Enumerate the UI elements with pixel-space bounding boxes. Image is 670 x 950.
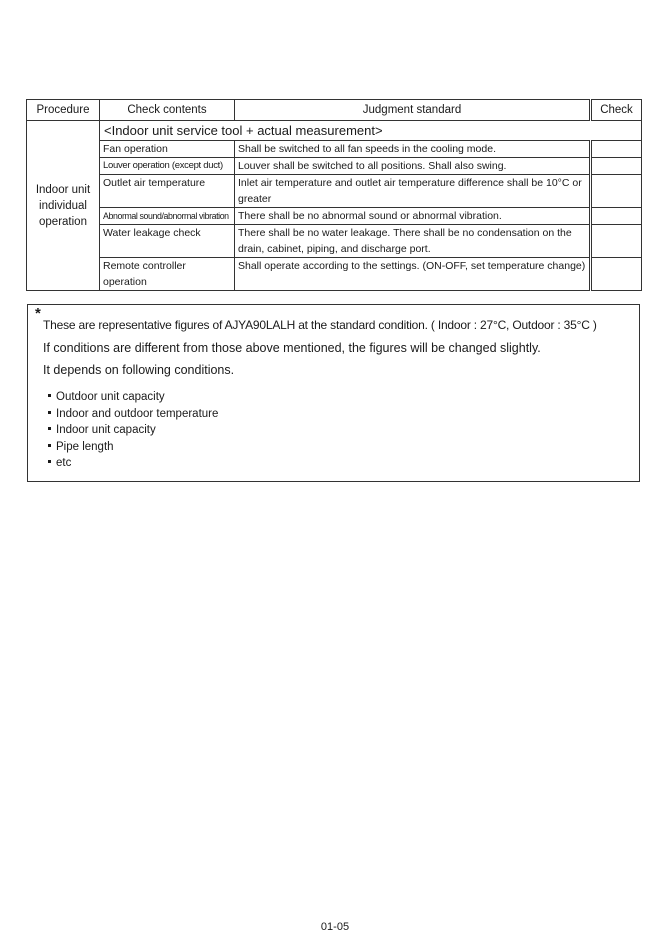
check-content: Fan operation [100,141,235,158]
bullet-icon [48,411,51,414]
bullet-icon [48,444,51,447]
judgment-standard: There shall be no water leakage. There shall be no condensation on the drain, cabinet, piping, and discharge port. [235,225,591,258]
check-content: Outlet air temperature [100,175,235,208]
note-line-depends: It depends on following conditions. [43,363,235,377]
header-procedure: Procedure [27,100,100,121]
bullet-icon [48,460,51,463]
judgment-standard: Shall be switched to all fan speeds in the cooling mode. [235,141,591,158]
check-content: Louver operation (except duct) [100,158,235,175]
note-line-conditions-differ: If conditions are different from those above mentioned, the figures will be changed slightly. [43,341,541,355]
check-box[interactable] [591,158,642,175]
list-item [48,455,218,472]
check-box[interactable] [591,225,642,258]
header-judgment-standard: Judgment standard [235,100,591,121]
bullet-icon [48,394,51,397]
judgment-standard: Louver shall be switched to all positions. Shall also swing. [235,158,591,175]
judgment-standard: There shall be no abnormal sound or abnormal vibration. [235,208,591,225]
note-line-representative: These are representative figures of AJYA90LALH at the standard condition. ( Indoor : 27°C, Outdoor : 35°C ) [43,318,597,332]
check-table [26,99,642,291]
note-box [27,304,640,482]
check-box[interactable] [591,141,642,158]
table-row [27,208,642,225]
judgment-standard: Inlet air temperature and outlet air temperature difference shall be 10°C or greater [235,175,591,208]
procedure-cell: Indoor unit individual operation [27,121,100,291]
note-asterisk: * [35,305,41,322]
condition-text: Indoor and outdoor temperature [56,407,219,420]
check-box[interactable] [591,258,642,291]
page-number: 01-05 [320,921,350,933]
table-row [27,141,642,158]
condition-text: Outdoor unit capacity [56,391,165,403]
section-header-row [27,121,642,141]
check-content: Abnormal sound/abnormal vibration [100,208,235,225]
table-header-row [27,100,642,121]
condition-text: Indoor unit capacity [56,424,156,436]
list-item [48,422,218,439]
table-row [27,175,642,208]
check-content: Water leakage check [100,225,235,258]
header-check-contents: Check contents [100,100,235,121]
section-title: <Indoor unit service tool + actual measurement> [100,121,642,141]
bullet-icon [48,427,51,430]
condition-text: Pipe length [56,440,114,453]
check-content: Remote controller operation [100,258,235,291]
check-box[interactable] [591,208,642,225]
list-item [48,406,218,423]
condition-text: etc [56,457,72,469]
table-row [27,158,642,175]
list-item [48,389,218,406]
list-item [48,439,218,456]
conditions-list [48,389,218,472]
check-box[interactable] [591,175,642,208]
judgment-standard: Shall operate according to the settings. (ON-OFF, set temperature change) [235,258,591,291]
table-row [27,258,642,291]
header-check: Check [591,100,642,121]
table-row [27,225,642,258]
